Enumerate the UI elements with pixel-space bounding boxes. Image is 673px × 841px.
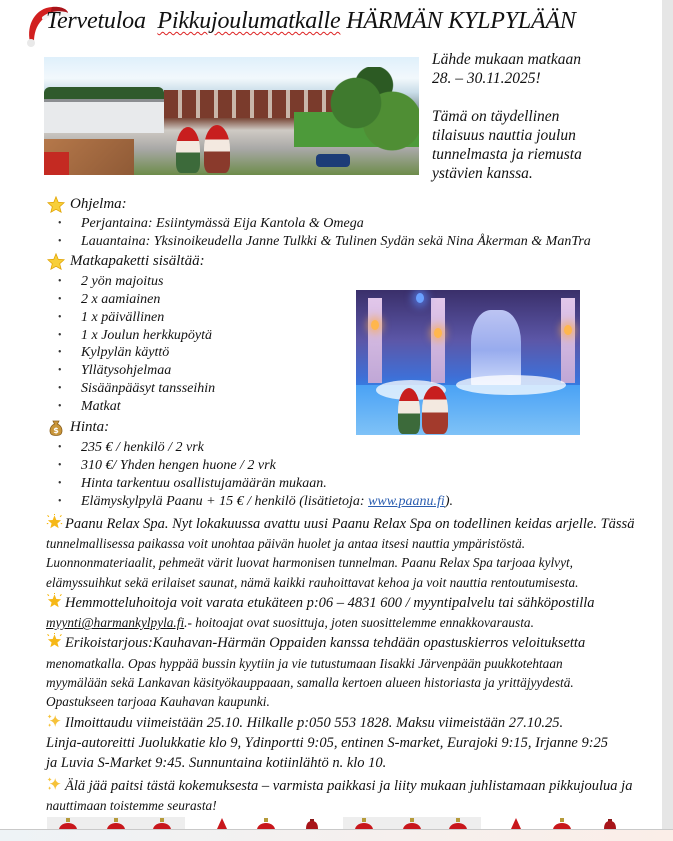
christmas-ornament-icon bbox=[354, 817, 374, 829]
closing-paragraph bbox=[46, 776, 646, 816]
christmas-ornament-icon bbox=[402, 817, 422, 829]
list-item: • 2 x aamiainen bbox=[58, 291, 646, 309]
program-list bbox=[58, 215, 646, 251]
bottom-toolbar-edge bbox=[0, 829, 673, 841]
list-item bbox=[58, 493, 646, 511]
christmas-ornament-icon bbox=[600, 817, 620, 829]
title-destination: HÄRMÄN KYLPYLÄÄN bbox=[346, 8, 576, 34]
glowing-star-icon bbox=[46, 514, 65, 530]
list-item: • Hinta tarkentuu osallistujamäärän mukaan. bbox=[58, 475, 646, 493]
list-item: • 235 € / henkilö / 2 vrk bbox=[58, 439, 646, 457]
list-item: • Yllätysohjelmaa bbox=[58, 362, 646, 380]
treatments-line: .- hoitoajat ovat suosittuja, joten suosittelemme ennakkovarausta. bbox=[184, 615, 534, 631]
treatments-paragraph bbox=[46, 593, 646, 633]
section-title: Matkapaketti sisältää: bbox=[70, 253, 205, 270]
list-item: • Perjantaina: Esiintymässä Eija Kantola & Omega bbox=[58, 215, 646, 233]
email-link[interactable]: myynti@harmankylpyla.fi bbox=[46, 615, 185, 631]
gnome-figure bbox=[204, 125, 230, 173]
spa-paragraph bbox=[46, 514, 646, 592]
page-gutter bbox=[662, 0, 673, 829]
gnome-figure bbox=[176, 127, 200, 173]
price-list bbox=[58, 439, 646, 511]
price-heading bbox=[46, 417, 646, 437]
glowing-star-icon bbox=[46, 633, 65, 649]
christmas-ornament-icon bbox=[212, 817, 232, 829]
bus-route-line: Linja-autoreitti Juolukkatie klo 9, Ydinportti 9:05, entinen S-market, Eurajoki 9:15, Irjanne 9:25 bbox=[46, 734, 609, 751]
sparkles-icon bbox=[46, 713, 65, 729]
star-icon bbox=[46, 253, 66, 271]
package-heading bbox=[46, 252, 646, 272]
offer-line: Opastukseen tarjoaa Kauhavan kaupunki. bbox=[46, 694, 270, 710]
sparkles-icon bbox=[46, 776, 65, 792]
title-trip: Pikkujoulumatkalle bbox=[157, 8, 341, 34]
christmas-ornament-icon bbox=[256, 817, 276, 829]
svg-text:$: $ bbox=[53, 425, 59, 435]
intro-line: tilaisuus nauttia joulun bbox=[432, 127, 576, 144]
christmas-ornament-icon bbox=[552, 817, 572, 829]
list-item: • Lauantaina: Yksinoikeudella Janne Tulkki & Tulinen Sydän sekä Nina Åkerman & ManTra bbox=[58, 233, 646, 251]
section-title: Ohjelma: bbox=[70, 195, 127, 212]
closing-line: Älä jää paitsi tästä kokemuksesta – varmista paikkasi ja liity mukaan juhlistamaan pikkujoulua ja bbox=[65, 777, 633, 794]
money-bag-icon bbox=[46, 418, 66, 436]
christmas-ornament-icon bbox=[448, 817, 468, 829]
list-item: • Sisäänpääsyt tansseihin bbox=[58, 380, 646, 398]
closing-line: nauttimaan toistemme seurasta! bbox=[46, 797, 217, 813]
spa-line: elämyssuihkut sekä erilaiset saunat, nämä kaikki rauhoittavat kehoa ja voit nauttia rentoutumisesta. bbox=[46, 574, 579, 590]
glowing-star-icon bbox=[46, 593, 65, 609]
price-extra-suffix: ). bbox=[444, 493, 453, 509]
list-item: • 310 €/ Yhden hengen huone / 2 vrk bbox=[58, 457, 646, 475]
list-item: • 1 x Joulun herkkupöytä bbox=[58, 327, 646, 345]
program-heading bbox=[46, 194, 646, 214]
intro-text bbox=[432, 50, 582, 183]
offer-line: menomatkalla. Opas hyppää bussin kyytiin ja vie tutustumaan Iisakki Järvenpään puukkotehtaan bbox=[46, 655, 563, 671]
offer-line: myymälään sekä Lankavan käsityökauppaaan, samalla kertoen alueen historiasta ja yrittäjyydestä. bbox=[46, 675, 574, 691]
section-title: Hinta: bbox=[70, 418, 110, 435]
christmas-ornament-icon bbox=[506, 817, 526, 829]
bus-route-line: ja Luvia S-Market 9:45. Sunnuntaina kotiinlähtö n. klo 10. bbox=[46, 755, 387, 772]
intro-line: tunnelmasta ja riemusta bbox=[432, 146, 582, 163]
intro-line: ystävien kanssa. bbox=[432, 165, 533, 182]
intro-line: Lähde mukaan matkaan bbox=[432, 51, 581, 68]
hero-photo bbox=[44, 57, 419, 175]
offer-line: Erikoistarjous:Kauhavan-Härmän Oppaiden kanssa tehdään opastuskierros veloituksetta bbox=[65, 635, 586, 652]
christmas-ornament-icon bbox=[106, 817, 126, 829]
christmas-ornament-icon bbox=[152, 817, 172, 829]
ornament-border bbox=[44, 817, 604, 829]
page-title bbox=[46, 8, 576, 35]
list-item: • 2 yön majoitus bbox=[58, 273, 646, 291]
christmas-ornament-icon bbox=[58, 817, 78, 829]
package-list bbox=[58, 273, 646, 416]
star-icon bbox=[46, 195, 66, 213]
registration-paragraph bbox=[46, 713, 646, 774]
spa-line: Luonnonmateriaalit, pehmeät värit luovat harmonisen tunnelman. Paanu Relax Spa tarjoaa kylvyt, bbox=[46, 555, 573, 571]
registration-line: Ilmoittaudu viimeistään 25.10. Hilkalle p:050 553 1828. Maksu viimeistään 27.10.25. bbox=[65, 714, 564, 731]
treatments-line: Hemmotteluhoitoja voit varata etukäteen p:06 – 4831 600 / myyntipalvelu tai sähköpostilla bbox=[65, 594, 595, 611]
spa-line: Paanu Relax Spa. Nyt lokakuussa avattu uusi Paanu Relax Spa on todellinen keidas arjelle. Tässä bbox=[65, 515, 635, 532]
intro-line: Tämä on täydellinen bbox=[432, 108, 560, 125]
title-welcome: Tervetuloa bbox=[46, 8, 146, 34]
paanu-link[interactable]: www.paanu.fi bbox=[368, 493, 445, 509]
christmas-ornament-icon bbox=[302, 817, 322, 829]
special-offer-paragraph bbox=[46, 633, 646, 711]
list-item: • 1 x päivällinen bbox=[58, 309, 646, 327]
list-item: • Matkat bbox=[58, 398, 646, 416]
intro-dates: 28. – 30.11.2025! bbox=[432, 70, 541, 87]
spa-line: tunnelmallisessa paikassa voit unohtaa päivän huolet ja antaa itsesi nauttia ympäristöstä. bbox=[46, 535, 526, 551]
price-extra-text: Elämyskylpylä Paanu + 15 € / henkilö (lisätietoja: bbox=[81, 493, 369, 509]
list-item: • Kylpylän käyttö bbox=[58, 344, 646, 362]
document-body bbox=[46, 194, 646, 815]
